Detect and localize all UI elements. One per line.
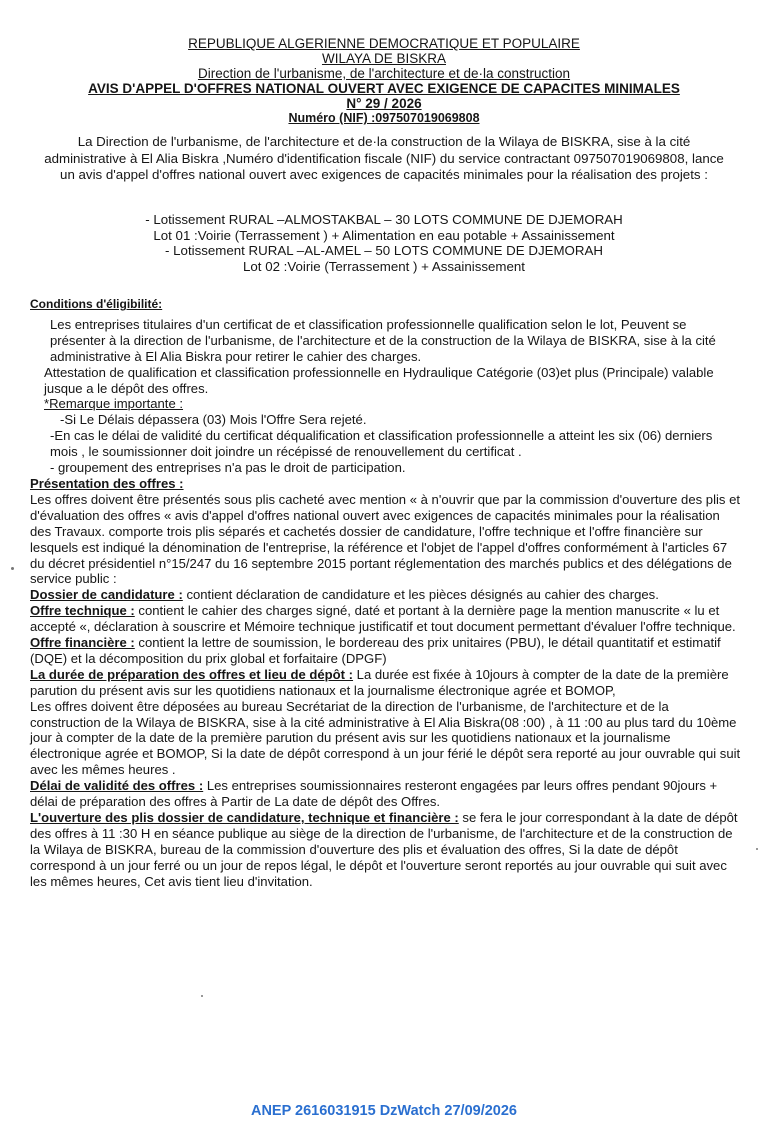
duree-heading: La durée de préparation des offres et lieu de dépôt : — [30, 666, 354, 682]
project-list — [40, 212, 728, 274]
eligibility-heading: Conditions d'éligibilité: — [30, 297, 163, 311]
notice-header — [0, 36, 768, 126]
ouverture-text: se fera le jour correspondant à la date de dépôt des offres à 11 :30 H en séance publique au siège de la direction de l'urbanisme, de l'architecture et de la construction de la Wilaya de BISKRA, bureau de la commission d'ouverture des plis et évaluation des offres, Si la date de dépôt correspond à un jour ferré ou un jour de repos légal, le dépôt et l'ouverture seront reportés au jour ouvrable qui suit avec les mêmes heures, Cet avis tient lieu d'invitation. — [30, 810, 738, 889]
notice-number: N° 29 / 2026 — [346, 96, 422, 111]
project-line-1: - Lotissement RURAL –ALMOSTAKBAL – 30 LOTS COMMUNE DE DJEMORAH — [145, 212, 623, 227]
intro-text: La Direction de l'urbanisme, de l'architecture et de·la construction de la Wilaya de BISKRA, sise à la cité administrative à El Alia Biskra ,Numéro d'identification fiscale (NIF) du service contractant 097507019069808, lance un avis d'appel d'offres national ouvert avec exigences de capacités minimales pour la réalisation des projets : — [44, 134, 724, 182]
scan-speck — [11, 567, 14, 570]
remarque-2: -En cas le délai de validité du certificat déqualification et classification professionnelle a atteint les six (06) derniers mois , le soumissionner doit joindre un récépissé de renouvellement du certificat . — [50, 428, 713, 460]
wilaya-heading: WILAYA DE BISKRA — [321, 51, 447, 66]
remarque-heading: *Remarque importante : — [44, 396, 184, 412]
technique-text: contient le cahier des charges signé, daté et portant à la dernière page la mention manuscrite « lu et accepté «, déclaration à souscrire et Mémoire technique justificatif et tout document permettant d'évaluer l'offre technique. — [30, 603, 736, 635]
remarque-3: - groupement des entreprises n'a pas le droit de participation. — [50, 460, 406, 476]
direction-heading: Direction de l'urbanisme, de l'architecture et de·la construction — [197, 66, 571, 81]
attestation-text: Attestation de qualification et classification professionnelle en Hydraulique Catégorie (03)et plus (Principale) valable jusque a le dépôt des offres. — [44, 364, 714, 396]
remarque-1: -Si Le Délais dépassera (03) Mois l'Offre Sera rejeté. — [60, 412, 367, 428]
project-line-2: Lot 01 :Voirie (Terrassement ) + Alimentation en eau potable + Assainissement — [153, 227, 615, 243]
intro-paragraph — [40, 134, 728, 184]
financiere-heading: Offre financière : — [30, 635, 135, 651]
scan-speck — [756, 848, 758, 850]
validite-heading: Délai de validité des offres : — [30, 778, 204, 794]
notice-title: AVIS D'APPEL D'OFFRES NATIONAL OUVERT AVEC EXIGENCE DE CAPACITES MINIMALES — [88, 81, 680, 96]
presentation-heading: Présentation des offres : — [30, 475, 184, 491]
financiere-text: contient la lettre de soumission, le bordereau des prix unitaires (PBU), le détail quantitatif et estimatif (DQE) et la décomposition du prix global et forfaitaire (DPGF) — [30, 635, 721, 666]
scan-speck — [201, 995, 203, 997]
depot-text: Les offres doivent être déposées au bureau Secrétariat de la direction de l'urbanisme, de l'architecture et de la construction de la Wilaya de BISKRA, sise à la cité administrative à El Alia Biskra(08 :00) , à 11 :00 au plus tard du 10ème jour à compter de la date de la première parution du présent avis sur les quotidiens nationaux et la journalisme électronique agrée et BOMOP, Si la date de dépôt correspond à un jour férié le dépôt sera reporté au jour ouvrable qui suit avec les mêmes heures . — [30, 698, 741, 778]
republic-heading: REPUBLIQUE ALGERIENNE DEMOCRATIQUE ET POPULAIRE — [188, 36, 580, 51]
ouverture-heading: L'ouverture des plis dossier de candidature, technique et financière : — [30, 810, 459, 825]
candidature-text: contient déclaration de candidature et les pièces désignés au cahier des charges. — [182, 587, 659, 603]
nif-number: Numéro (NIF) :09750701906980​8 — [288, 111, 480, 125]
duree-text: La durée est fixée à 10jours à compter de la date de la première parution du présent avis sur les quotidiens nationaux et la journalisme électronique agrée et BOMOP, — [30, 666, 729, 698]
footer-reference: ANEP 2616031915 DzWatch 27/09/2026 — [250, 1103, 517, 1119]
validite-text: Les entreprises soumissionnaires resteront engagées par leurs offres pendant 90jours + délai de préparation des offres à Partir de La date de dépôt des Offres. — [30, 778, 718, 810]
project-line-4: Lot 02 :Voirie (Terrassement ) + Assainissement — [243, 258, 525, 274]
notice-body — [30, 296, 742, 890]
project-line-3: - Lotissement RURAL –AL-AMEL – 50 LOTS COMMUNE DE DJEMORAH — [165, 243, 603, 258]
presentation-text: Les offres doivent être présentés sous plis cacheté avec mention « à n'ouvrir que par la commission d'ouverture des plis et d'évaluation des offres « avis d'appel d'offres national ouvert avec exigences de capacités minimales pour la réalisation des Travaux. comporte trois plis séparés et cachetés dossier de candidature, l'offre technique et l'offre financière sur lesquels est indiqué la dénomination de l'entreprise, la référence et l'objet de l'appel d'offres conformément à l'articles 67 du décret présidentiel n°15/247 du 16 septembre 2015 portant réglementation des marchés publics et des délégations de service public : — [30, 491, 741, 587]
candidature-heading: Dossier de candidature : — [30, 587, 183, 603]
technique-heading: Offre technique : — [30, 603, 135, 619]
eligibility-text: Les entreprises titulaires d'un certificat de et classification professionnelle qualification selon le lot, Peuvent se présenter à la direction de l'urbanisme, de l'architecture et de la construction de la Wilaya de BISKRA, sise à la cité administrative à El Alia Biskra pour retirer le cahier des charges. — [50, 316, 716, 364]
